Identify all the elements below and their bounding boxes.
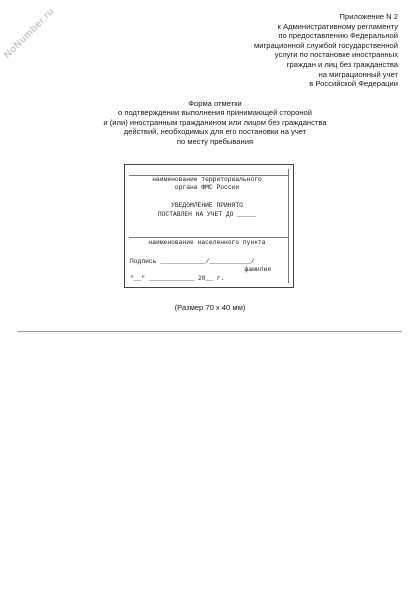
locality-label: наименование населенного пункта xyxy=(148,239,266,246)
signature-line: Подпись ____________/___________/ xyxy=(130,258,255,265)
notice-registered-until: ПОСТАВЛЕН НА УЧЕТ ДО _____ xyxy=(157,211,257,218)
appendix-line: услуги по постановке иностранных xyxy=(274,50,398,60)
form-title-line: по месту пребывания xyxy=(176,136,254,146)
size-caption: (Размер 70 x 40 мм) xyxy=(174,303,246,312)
stamp-right-rail xyxy=(288,169,289,283)
authority-label-line-1: наименование территориального xyxy=(152,176,262,183)
page-divider xyxy=(18,331,402,332)
appendix-header xyxy=(178,12,398,89)
form-title-line: Форма отметки xyxy=(188,99,242,108)
form-title xyxy=(70,99,360,146)
form-title-line: действий, необходимых для его постановки на учет xyxy=(123,127,307,137)
notice-accepted: УВЕДОМЛЕНИЕ ПРИНЯТО xyxy=(171,202,243,209)
appendix-line: к Административному регламенту xyxy=(277,21,398,31)
appendix-line: в Российской Федерации xyxy=(309,79,398,89)
appendix-line: Приложение N 2 xyxy=(339,12,398,21)
form-title-line: и (или) иностранным гражданином или лицом без гражданства xyxy=(103,117,327,127)
appendix-line: граждан и лиц без гражданства xyxy=(286,59,398,69)
stamp-middle-line xyxy=(129,237,289,238)
date-line: "__" ____________ 20__ г. xyxy=(130,275,225,282)
watermark: NoNumber.ru xyxy=(1,6,57,61)
stamp-box xyxy=(124,164,294,288)
surname-label: фамилия xyxy=(244,266,271,273)
appendix-line: по предоставлению Федеральной xyxy=(278,31,398,41)
form-title-line: о подтверждении выполнения принимающей стороной xyxy=(118,108,312,118)
appendix-line: миграционной службой государственной xyxy=(254,40,398,50)
authority-label-line-2: органа ФМС России xyxy=(174,184,240,191)
appendix-line: на миграционный учет xyxy=(318,69,398,79)
